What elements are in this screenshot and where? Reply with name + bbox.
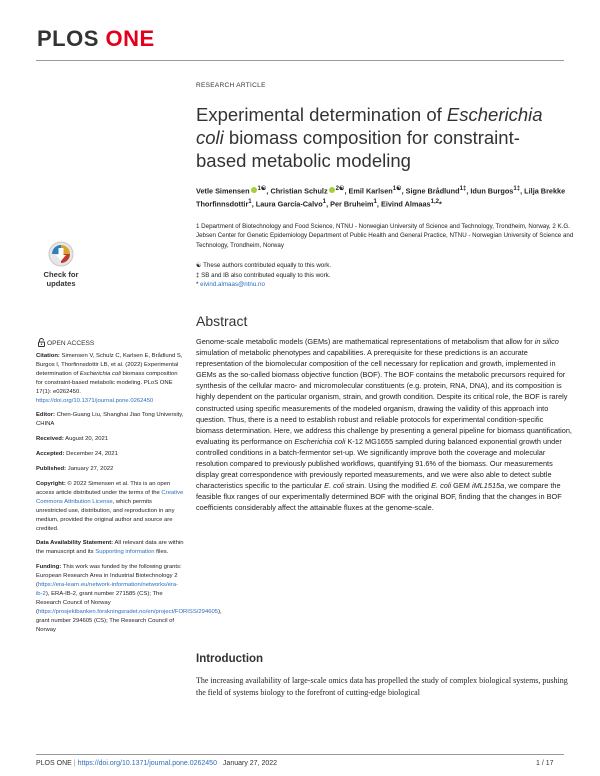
citation-block [36, 352, 184, 405]
abstract-text-segment: strain. Using the modified [344, 481, 432, 491]
funding-label: Funding: [36, 564, 62, 571]
journal-logo [37, 26, 155, 52]
equal-contribution-note: ☯ These authors contributed equally to this work. [196, 262, 332, 269]
author-name[interactable]: Vetle Simensen [196, 186, 250, 196]
email-marker: * [196, 281, 201, 289]
published-label: Published: [36, 466, 67, 473]
open-access-label [38, 338, 94, 347]
received-label: Received: [36, 436, 64, 443]
abstract-italic-segment: in silico [534, 337, 559, 346]
footer-divider [36, 754, 564, 755]
open-lock-icon [38, 338, 45, 347]
editor-text: Chen-Guang Liu, Shanghai Jiao Tong University, CHINA [36, 412, 184, 428]
author-affiliation-marker: 1 [248, 198, 252, 206]
editor-block [36, 411, 184, 429]
author-affiliation-marker: 1,2 [430, 198, 440, 206]
citation-text: biomass composition for constraint-based metabolic modeling. PLoS ONE 17(1): e0262450. [36, 370, 178, 395]
citation-label: Citation: [36, 353, 60, 359]
corresponding-email-link[interactable]: eivind.almaas@ntnu.no [200, 281, 265, 289]
introduction-heading: Introduction [196, 653, 264, 665]
accepted-block [36, 450, 184, 459]
abstract-text-segment: Genome-scale metabolic models (GEMs) are mathematical representations of metabolism that allow for [196, 337, 535, 346]
orcid-icon[interactable] [251, 187, 257, 193]
author-affiliation-marker: 1☯ [392, 185, 402, 192]
introduction-body: The increasing availability of large-scale omics data has propelled the study of complex biological systems, pushing the field of systems biology to the forefront of cutting-edge biological [196, 676, 568, 697]
author-affiliation-marker: 1‡ [459, 185, 467, 192]
editor-label: Editor: [36, 412, 55, 419]
title-italic: Escherichia coli [196, 104, 543, 148]
received-date: August 20, 2021 [63, 436, 109, 443]
badge-line2: updates [46, 279, 76, 288]
abstract-italic-segment: Escherichia coli [294, 436, 346, 446]
author-name[interactable]: , Lilja Brekke Thorfinnsdottir [196, 186, 566, 209]
abstract-text-segment: GEM [451, 481, 472, 491]
author-name[interactable]: , Per Bruheim [326, 199, 374, 209]
funding-text: ), ERA-IB-2, grant number 271585 (CS); The Research Council of Norway ( [36, 590, 163, 615]
header-divider [36, 60, 564, 61]
check-for-updates-icon [38, 240, 84, 290]
author-name[interactable]: , Idun Burgos [466, 186, 514, 196]
article-type-label: RESEARCH ARTICLE [196, 82, 266, 89]
open-access-text: OPEN ACCESS [47, 340, 95, 347]
author-name[interactable]: , Christian Schulz [266, 186, 328, 196]
abstract-body [196, 336, 572, 514]
accepted-label: Accepted: [36, 451, 65, 458]
published-date: January 27, 2022 [66, 466, 114, 473]
copyright-block [36, 480, 184, 533]
abstract-heading: Abstract [196, 313, 248, 329]
funding-link[interactable]: https://prosjektbanken.forskningsradet.no/en/project/FORISS/294605 [37, 608, 219, 615]
abstract-text-segment: K-12 MG1655 sampled during balanced exponential growth under controlled conditions in a batch-fermentor set-up. We significantly improve both the coverage and molecular resolution compared to previously published workflows, quantifying 91.6% of the biomass. Our measurements display great correspondence with previously reported measurements, and we were also able to detect subtle characteristics specific to the particular [196, 436, 562, 491]
accepted-date: December 24, 2021 [64, 451, 118, 458]
abstract-italic-segment: E. coli [324, 481, 345, 491]
abstract-italic-segment: E. coli [431, 481, 452, 491]
corresponding-email-line [196, 280, 576, 290]
orcid-icon[interactable] [329, 187, 335, 193]
footer-citation [36, 760, 277, 767]
check-for-updates-badge[interactable] [38, 240, 84, 290]
copyright-text: © 2022 Simensen et al. This is an open access article distributed under the terms of the [36, 480, 171, 496]
also-contributed-note: ‡ SB and IB also contributed equally to this work. [196, 271, 331, 279]
affiliations [196, 222, 576, 250]
footer-journal: PLOS ONE [36, 760, 72, 767]
logo-one: ONE [105, 26, 155, 51]
author-list [196, 183, 571, 210]
author-notes [196, 261, 576, 290]
data-availability-text: All relevant data are within the manuscript and its [36, 540, 184, 556]
affiliation-2: 2 K.G. Jebsen Center for Genetic Epidemiology Department of Public Health and General Practice, NTNU - Norwegian University of Science and Technology, Trondheim, Norway [196, 223, 574, 249]
citation-text: Simensen V, Schulz C, Karlsen E, Brådlund S, Burgos I, Thorfinnsdottir LB, et al. (2022) Experimental determination of [36, 353, 183, 377]
author-name[interactable]: , Signe Brådlund [401, 186, 460, 196]
footer-doi-link[interactable]: https://doi.org/10.1371/journal.pone.0262450 [77, 760, 217, 767]
article-metadata [36, 352, 222, 640]
badge-line1: Check for [43, 270, 79, 279]
data-availability-block [36, 539, 184, 557]
title-part2: biomass composition for constraint-based metabolic modeling [196, 127, 520, 171]
data-availability-text: files. [154, 549, 169, 556]
funding-link[interactable]: https://era-learn.eu/network-information/networks/era-ib-2 [36, 582, 179, 597]
author-affiliation-marker: 1‡ [513, 185, 521, 192]
footer-date: January 27, 2022 [222, 760, 278, 767]
citation-doi-link[interactable]: https://doi.org/10.1371/journal.pone.0262450 [36, 397, 154, 404]
author-affiliation-marker: 1☯ [257, 185, 267, 192]
author-affiliation-marker: 1 [373, 198, 377, 206]
abstract-text-segment: , we compare the feasible flux ranges of our experimentally determined BOF with the original BOF, finding that the changes in BOF coefficients considerably affect the attainable fluxes at the genome-scale. [196, 481, 562, 513]
funding-block [36, 563, 222, 634]
copyright-text: , which permits unrestricted use, distribution, and reproduction in any medium, provided the original author and source are credited. [36, 498, 175, 532]
copyright-label: Copyright: [36, 480, 66, 487]
published-block [36, 465, 184, 474]
received-block [36, 435, 184, 444]
affiliation-1: 1 Department of Biotechnology and Food Science, NTNU - Norwegian University of Science and Technology, Trondheim, Norway, [196, 223, 551, 230]
footer-separator [219, 760, 221, 767]
title-part1: Experimental determination of [196, 104, 447, 125]
abstract-text-segment: simulation of metabolic phenotypes and capabilities. A prerequisite for these predictions is an accurate representation of the biomolecular composition of the cell necessary for replication and growth, implemented in GEMs as the so-called biomass objective function (BOF). The BOF contains the metabolic precursors required for synthesis of the cellular macro- and micromolecular constituents (e.g. protein, RNA, DNA), and its composition is highly dependent on the particular organism, strain, and growth condition. Despite its critical role, the BOF is rarely constructed using specific measurements of the modeled organism, drawing the validity of this approach into question. Thus, there is a need to establish robust and reliable protocols for experimental condition-specific biomass determination. Here, we address this challenge by presenting a general pipeline for biomass quantification, evaluating its performance on [196, 348, 572, 446]
supporting-information-link[interactable]: Supporting information [95, 549, 155, 556]
corresponding-author-marker: * [439, 199, 442, 209]
license-link[interactable]: Creative Commons Attribution License [36, 489, 184, 505]
funding-text: ), grant number 294605 (CS); The Research Council of Norway [36, 608, 222, 633]
data-availability-label: Data Availability Statement: [36, 540, 114, 547]
funding-text: This work was funded by the following grants: European Research Area in Industrial Biotechnology 2 ( [36, 564, 182, 589]
author-affiliation-marker: 1 [322, 198, 327, 206]
footer-separator: | [73, 760, 76, 767]
page-number: 1 / 17 [536, 760, 554, 767]
article-title [196, 103, 556, 172]
author-name[interactable]: , Laura García-Calvo [251, 199, 323, 209]
author-name[interactable]: , Emil Karlsen [344, 186, 393, 196]
author-name[interactable]: , Eivind Almaas [376, 199, 431, 209]
abstract-italic-segment: iML1515a [471, 481, 505, 491]
author-affiliation-marker: 2☯ [335, 185, 345, 192]
logo-plos: PLOS [37, 26, 99, 51]
citation-italic: Escherichia coli [79, 370, 121, 377]
